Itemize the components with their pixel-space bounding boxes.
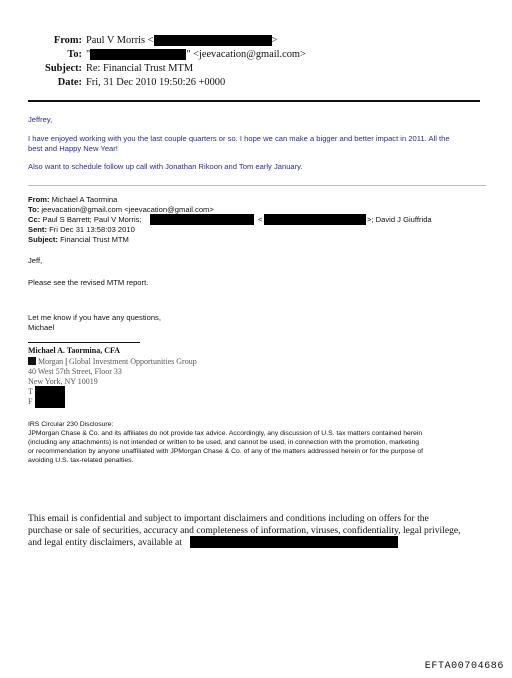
redaction-block	[190, 536, 398, 548]
fwd-sent	[28, 225, 135, 235]
from-name: Paul V Morris <	[86, 35, 154, 46]
disclosure-line-2: (including any attachments) is not intended or written to be used, and cannot be used, in connection with the promotion, marketing	[28, 439, 420, 446]
disclosure-line-4: avoiding U.S. tax-related penalties.	[28, 457, 134, 464]
fwd-from	[28, 195, 117, 205]
reply-greeting: Jeffrey,	[28, 115, 53, 124]
signature-name: Michael A. Taormina, CFA	[28, 346, 121, 355]
fwd-body: Please see the revised MTM report.	[28, 278, 149, 287]
signature-firm-line	[28, 357, 197, 367]
header-subject	[0, 62, 193, 76]
fwd-from-label: From:	[28, 195, 50, 204]
fwd-to-label: To:	[28, 205, 40, 214]
fwd-closing-2: Michael	[28, 323, 55, 332]
fwd-cc-tail: >; David J Giuffrida	[367, 215, 432, 224]
document-id: EFTA00704686	[424, 661, 504, 672]
footer-line-3-text: and legal entity disclaimers, available at	[28, 537, 182, 548]
redaction-block	[150, 214, 254, 225]
fwd-sent-label: Sent:	[28, 225, 47, 234]
from-suffix: >	[271, 35, 278, 46]
fwd-cc	[28, 215, 142, 225]
jpmorgan-logo-icon	[28, 357, 36, 365]
signature-address-2: New York, NY 10019	[28, 377, 98, 386]
date-label: Date:	[57, 77, 82, 88]
fwd-cc-value: Paul S Barrett; Paul V Morris;	[42, 215, 142, 224]
reply-line-1: I have enjoyed working with you the last couple quarters or so. I hope we can make a bigger and better impact in 2011. All the	[28, 134, 450, 143]
redaction-block	[35, 386, 65, 408]
header-to	[0, 48, 306, 62]
footer-line-3	[28, 537, 182, 548]
signature-t-label: T	[28, 387, 33, 396]
reply-line-3: Also want to schedule follow up call with Jonathan Rikoon and Tom early January.	[28, 162, 303, 171]
from-label: From:	[53, 35, 82, 46]
redaction-block	[264, 214, 366, 225]
to-suffix: " <jeevacation@gmail.com>	[186, 49, 306, 60]
disclosure-title: IRS Circular 230 Disclosure:	[28, 421, 114, 428]
signature-separator: |	[65, 357, 67, 366]
signature-fax	[28, 397, 32, 407]
redaction-block	[154, 35, 272, 46]
fwd-subject	[28, 235, 129, 245]
to-label: To:	[67, 49, 82, 60]
disclosure-line-3: or recommendation by anyone unaffiliated with JPMorgan Chase & Co. of any of the matters addressed herein or for the purpose of	[28, 448, 424, 455]
to-prefix: "	[86, 49, 91, 60]
fwd-closing-1: Let me know if you have any questions,	[28, 313, 161, 322]
fwd-sent-value: Fri Dec 31 13:58:03 2010	[49, 225, 135, 234]
redaction-block	[90, 49, 186, 60]
header-from	[0, 34, 277, 48]
header-date	[0, 76, 225, 90]
reply-divider	[28, 185, 486, 186]
date-value: Fri, 31 Dec 2010 19:50:26 +0000	[86, 77, 226, 88]
fwd-cc-label: Cc:	[28, 215, 41, 224]
fwd-to-value: jeevacation@gmail.com <jeevacation@gmail.com>	[41, 205, 214, 214]
subject-label: Subject:	[45, 63, 82, 74]
signature-phone	[28, 387, 33, 397]
signature-group: Global Investment Opportunities Group	[68, 357, 197, 366]
footer-line-1: This email is confidential and subject to important disclaimers and conditions including on offers for the	[28, 513, 429, 524]
fwd-from-value: Michael A Taormina	[51, 195, 118, 204]
signature-f-label: F	[28, 397, 33, 406]
fwd-salutation: Jeff,	[28, 256, 43, 265]
fwd-cc-lt: <	[258, 215, 263, 224]
header-divider	[28, 100, 480, 102]
fwd-subject-label: Subject:	[28, 235, 58, 244]
signature-firm: Morgan	[38, 357, 64, 366]
subject-value: Re: Financial Trust MTM	[86, 63, 194, 74]
footer-line-2: purchase or sale of securities, accuracy and completeness of information, viruses, confidentiality, legal privilege,	[28, 525, 461, 536]
reply-line-2: best and Happy New Year!	[28, 144, 118, 153]
fwd-subject-value: Financial Trust MTM	[60, 235, 129, 244]
signature-address-1: 40 West 57th Street, Floor 33	[28, 367, 122, 376]
disclosure-line-1: JPMorgan Chase & Co. and its affiliates do not provide tax advice. Accordingly, any discussion of U.S. tax matters contained herein	[28, 430, 423, 437]
signature-rule	[28, 342, 140, 343]
